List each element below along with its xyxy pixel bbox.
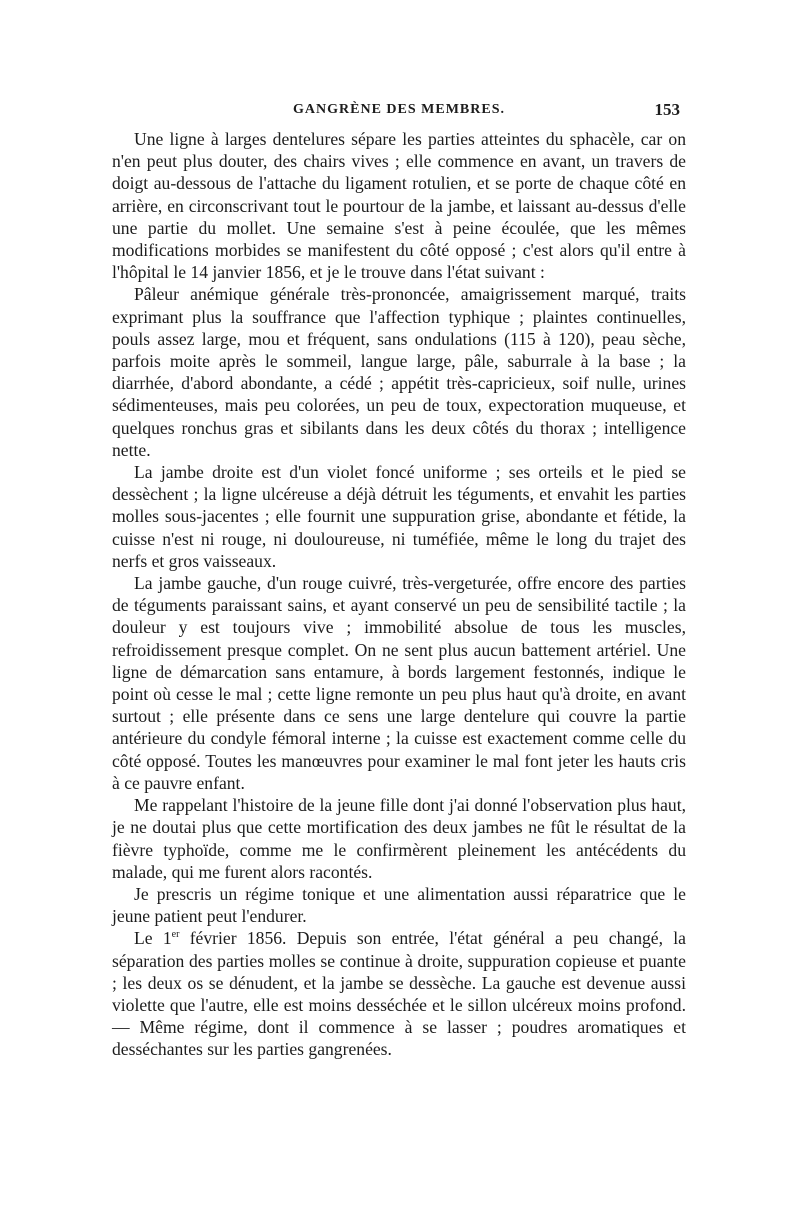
- ordinal-superscript: er: [171, 929, 180, 941]
- paragraph-typhoid-history: Me rappelant l'histoire de la jeune fille dont j'ai donné l'observation plus haut, je ne doutai plus que cette mortification des deux jambes ne fût le résultat de la fièvre typhoïde, comme me le confirmèrent pleinement les antécédents du malade, qui me furent alors racontés.: [112, 795, 686, 882]
- paragraph-demarcation-line: Une ligne à larges dentelures sépare les parties atteintes du sphacèle, car on n'en peut plus douter, des chairs vives ; elle commence en avant, un travers de doigt au-dessous de l'attache du ligament rotulien, et se porte de chaque côté en arrière, en circonscrivant tout le pourtour de la jambe, et laissant au-dessus d'elle une partie du mollet. Une semaine s'est à peine écoulée, que les mêmes modifications morbides se manifestent du côté opposé ; c'est alors qu'il entre à l'hôpital le 14 janvier 1856, et je le trouve dans l'état suivant :: [112, 129, 686, 283]
- date-prefix: Le 1: [134, 928, 172, 949]
- february-note-text: février 1856. Depuis son entrée, l'état général a peu changé, la séparation des parties molles se continue à droite, suppuration copieuse et puante ; les deux os se dénudent, et la jambe se dessèche. La gauche est devenue aussi violette que l'autre, elle est moins desséchée et le sillon ulcéreux moins profond. — Même régime, dont il commence à se lasser ; poudres aromatiques et desséchantes sur les parties gangrenées.: [112, 928, 686, 1060]
- paragraph-february-note: [112, 927, 686, 1060]
- paragraph-general-state: Pâleur anémique générale très-prononcée, amaigrissement marqué, traits exprimant plus la souffrance que l'affection typhique ; plaintes continuelles, pouls assez large, mou et fréquent, sans ondulations (115 à 120), peau sèche, parfois moite après le sommeil, langue large, pâle, saburrale à la base ; la diarrhée, d'abord abondante, a cédé ; appétit très-capricieux, soif nulle, urines sédimenteuses, mais peu colorées, un peu de toux, expectoration muqueuse, et quelques ronchus gras et sibilants dans les deux côtés du thorax ; intelligence nette.: [112, 284, 686, 460]
- body-text: [112, 128, 686, 1061]
- page-number: 153: [654, 100, 680, 119]
- running-title: GANGRÈNE DES MEMBRES.: [293, 102, 505, 117]
- paragraph-prescription: Je prescris un régime tonique et une alimentation aussi réparatrice que le jeune patient peut l'endurer.: [112, 883, 686, 927]
- page-header: [112, 98, 686, 128]
- paragraph-left-leg: La jambe gauche, d'un rouge cuivré, très-vergeturée, offre encore des parties de téguments paraissant sains, et ayant conservé un peu de sensibilité tactile ; la douleur y est toujours vive ; immobilité absolue de tous les muscles, refroidissement presque complet. On ne sent plus aucun battement artériel. Une ligne de démarcation sans entamure, à bords largement festonnés, indique le point où cesse le mal ; cette ligne remonte un peu plus haut qu'à droite, en avant surtout ; elle présente dans ce sens une large dentelure qui couvre la partie antérieure du condyle fémoral interne ; la cuisse est exactement comme celle du côté opposé. Toutes les manœuvres pour examiner le mal font jeter les hauts cris à ce pauvre enfant.: [112, 573, 686, 793]
- paragraph-right-leg: La jambe droite est d'un violet foncé uniforme ; ses orteils et le pied se dessèchent ; la ligne ulcéreuse a déjà détruit les téguments, et envahit les parties molles sous-jacentes ; elle fournit une suppuration grise, abondante et fétide, la cuisse n'est ni rouge, ni douloureuse, ni tuméfiée, même le long du trajet des nerfs et gros vaisseaux.: [112, 462, 686, 571]
- book-page: [112, 98, 686, 1061]
